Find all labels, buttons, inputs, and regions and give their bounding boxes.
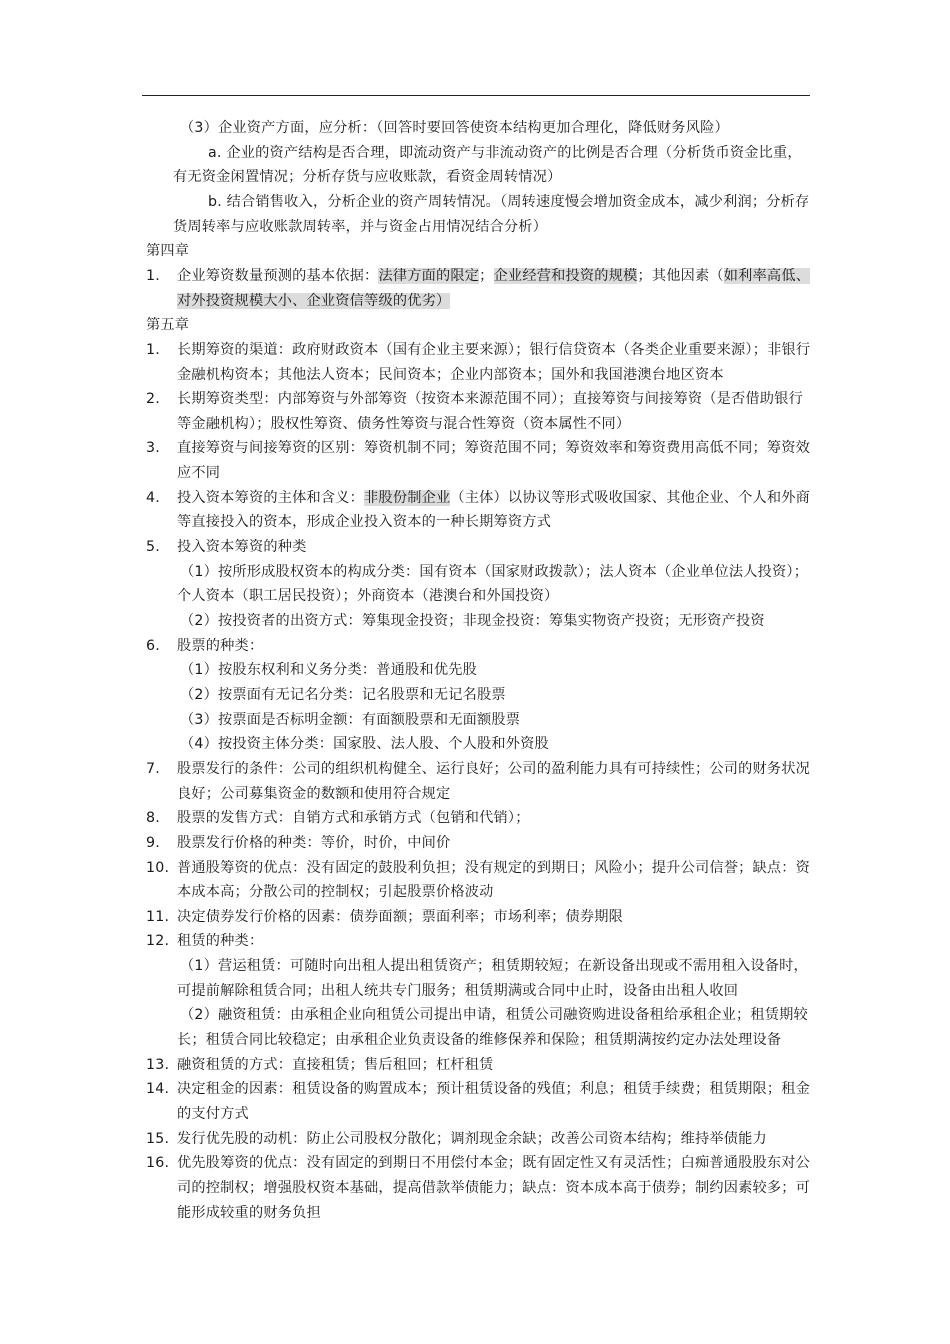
- text-segment: 股票发行价格的种类：等价，时价，中间价: [177, 834, 451, 851]
- line-text: [177, 1177, 810, 1199]
- text-segment: 的支付方式: [177, 1106, 249, 1122]
- line-text: [180, 684, 506, 706]
- text-segment: （1）按股东权利和义务分类：普通股和优先股: [180, 662, 477, 679]
- text-segment: 货周转率与应收账款周转率，并与资金占用情况结合分析）: [173, 218, 548, 235]
- line-text: [177, 1103, 249, 1125]
- text-segment: （4）按投资主体分类：国家股、法人股、个人股和外资股: [180, 736, 549, 753]
- line-text: [173, 166, 561, 188]
- line-text: [177, 1029, 781, 1051]
- text-segment: 股票的种类：: [177, 637, 264, 654]
- line-text: [146, 240, 189, 262]
- text-segment: 金融机构资本；其他法人资本；民间资本；企业内部资本；国外和我国港澳台地区资本: [177, 366, 724, 383]
- text-segment: 投入资本筹资的种类: [177, 539, 307, 556]
- highlighted-text: 非股份制企业: [364, 489, 451, 506]
- text-segment: （主体）以协议等形式吸收国家、其他企业、个人和外商: [450, 489, 811, 506]
- list-number: 15.: [146, 1130, 170, 1147]
- highlighted-text: 如利率高低、: [723, 267, 811, 284]
- line-text: [177, 536, 307, 558]
- text-segment: 租赁的种类：: [177, 933, 264, 950]
- line-text: [177, 832, 450, 854]
- line-text: [180, 610, 765, 632]
- text-segment: 长期筹资的渠道：政府财政资本（国有企业主要来源）；银行信贷资本（各类企业重要来源）；非银行: [177, 341, 811, 358]
- text-segment: （1）按所形成股权资本的构成分类：国有资本（国家财政拨款）；法人资本（企业单位法人投资）；: [180, 563, 809, 580]
- list-number: 4.: [146, 489, 160, 506]
- line-text: [177, 462, 220, 484]
- text-segment: 企业筹资数量预测的基本依据：: [177, 267, 379, 284]
- line-text: [177, 807, 530, 829]
- line-text: [180, 1004, 808, 1026]
- line-text: [180, 561, 808, 583]
- line-text: [177, 783, 450, 805]
- header-rule: [142, 95, 810, 96]
- text-segment: a. 企业的资产结构是否合理，即流动资产与非流动资产的比例是否合理（分析货币资金比重，: [208, 144, 802, 161]
- text-segment: 长；租赁合同比较稳定；由承租企业负责设备的维修保养和保险；租赁期满按约定办法处理设备: [177, 1032, 782, 1049]
- list-number: 1.: [146, 341, 160, 358]
- text-segment: 投入资本筹资的主体和含义：: [177, 489, 365, 506]
- list-number: 3.: [146, 440, 160, 457]
- text-segment: （3）企业资产方面，应分析：（回答时要回答使资本结构更加合理化，降低财务风险）: [180, 120, 729, 136]
- text-segment: 良好；公司募集资金的数额和使用符合规定: [177, 785, 451, 802]
- line-text: [177, 881, 494, 903]
- text-segment: 等金融机构）；股权性筹资、债务性筹资与混合性筹资（资本属性不同）: [177, 415, 631, 432]
- text-segment: ；其他因素（: [637, 267, 724, 284]
- text-segment: 个人资本（职工居民投资）；外商资本（港澳台和外国投资）: [177, 588, 559, 605]
- line-text: [177, 364, 724, 386]
- text-segment: 决定债券发行价格的因素：债券面额；票面利率；市场利率；债券期限: [177, 908, 624, 925]
- text-segment: 第五章: [146, 317, 190, 334]
- line-text: [177, 1128, 767, 1150]
- line-text: [177, 487, 810, 509]
- highlighted-text: 企业资信等级的优劣）: [306, 292, 451, 309]
- text-segment: 股票发行的条件：公司的组织机构健全、运行良好；公司的盈利能力具有可持续性；公司的财务状况: [177, 760, 811, 777]
- line-text: [177, 437, 810, 459]
- line-text: [177, 1078, 810, 1100]
- list-number: 14.: [146, 1081, 170, 1098]
- text-segment: 第四章: [146, 243, 190, 260]
- text-segment: 等直接投入的资本，形成企业投入资本的一种长期筹资方式: [177, 514, 552, 531]
- text-segment: （3）按票面是否标明金额：有面额股票和无面额股票: [180, 711, 521, 728]
- line-text: [146, 314, 189, 336]
- text-segment: 本成本高；分散公司的控制权；引起股票价格波动: [177, 884, 494, 901]
- line-text: [177, 1054, 494, 1076]
- text-segment: 融资租赁的方式：直接租赁；售后租回；杠杆租赁: [177, 1056, 494, 1073]
- text-segment: 长期筹资类型：内部筹资与外部筹资（按资本来源范围不同）；直接筹资与间接筹资（是否借助银行: [177, 391, 803, 408]
- line-text: [177, 388, 803, 410]
- line-text: [173, 216, 547, 238]
- text-segment: 普通股筹资的优点：没有固定的鼓股利负担；没有规定的到期日；风险小；提升公司信誉；缺点：资: [177, 859, 811, 876]
- highlighted-text: 法律方面的限定: [378, 267, 480, 284]
- list-number: 7.: [146, 760, 160, 777]
- text-segment: 有无资金闲置情况；分析存货与应收账款，看资金周转情况）: [173, 169, 562, 186]
- line-text: [177, 1202, 321, 1224]
- list-number: 12.: [146, 933, 170, 950]
- text-segment: （2）融资租赁：由承租企业向租赁公司提出申请，租赁公司融资购进设备租给承租企业；租赁期较: [180, 1007, 808, 1024]
- line-text: [177, 585, 558, 607]
- text-segment: 能形成较重的财务负担: [177, 1204, 321, 1221]
- line-text: [177, 339, 810, 361]
- list-number: 6.: [146, 637, 160, 654]
- line-text: [180, 117, 729, 139]
- line-text: [180, 955, 808, 977]
- line-text: [177, 265, 810, 287]
- line-text: [177, 857, 810, 879]
- line-text: [177, 511, 551, 533]
- line-text: [180, 709, 520, 731]
- line-text: [177, 413, 630, 435]
- line-text: [177, 290, 450, 312]
- line-text: [177, 1152, 810, 1174]
- list-number: 10.: [146, 859, 170, 876]
- highlighted-text: 对外投资规模大小、: [177, 292, 307, 309]
- line-text: [208, 142, 802, 164]
- line-text: [208, 191, 809, 213]
- list-number: 16.: [146, 1155, 170, 1172]
- line-text: [177, 930, 263, 952]
- text-segment: 可提前解除租赁合同；出租人统共专门服务；租赁期满或合同中止时，设备由出租人收回: [177, 982, 739, 999]
- text-segment: 直接筹资与间接筹资的区别：筹资机制不同；筹资范围不同；筹资效率和筹资费用高低不同；筹资效: [177, 440, 811, 457]
- text-segment: 应不同: [177, 465, 221, 482]
- list-number: 8.: [146, 810, 160, 827]
- list-number: 2.: [146, 391, 160, 408]
- text-segment: 优先股筹资的优点：没有固定的到期日不用偿付本金；既有固定性又有灵活性；白痴普通股股东对公: [177, 1155, 811, 1172]
- text-segment: （2）按投资者的出资方式：筹集现金投资；非现金投资：筹集实物资产投资；无形资产投资: [180, 613, 765, 629]
- list-number: 5.: [146, 539, 160, 556]
- line-text: [180, 659, 477, 681]
- list-number: 13.: [146, 1056, 170, 1073]
- highlighted-text: 企业经营和投资的规模: [493, 267, 638, 284]
- text-segment: b. 结合销售收入，分析企业的资产周转情况。（周转速度慢会增加资金成本，减少利润；分析存: [208, 193, 810, 210]
- text-segment: 司的控制权；增强股权资本基础，提高借款举债能力；缺点：资本成本高于债券；制约因素较多；可: [177, 1179, 811, 1196]
- list-number: 11.: [146, 908, 170, 925]
- line-text: [177, 906, 623, 928]
- text-segment: ；: [479, 267, 494, 284]
- text-segment: （2）按票面有无记名分类：记名股票和无记名股票: [180, 686, 506, 703]
- line-text: [177, 635, 263, 657]
- list-number: 1.: [146, 267, 160, 284]
- text-segment: 股票的发售方式：自销方式和承销方式（包销和代销）；: [177, 810, 530, 827]
- list-number: 9.: [146, 834, 160, 851]
- line-text: [180, 733, 549, 755]
- line-text: [177, 758, 810, 780]
- text-segment: 决定租金的因素：租赁设备的购置成本；预计租赁设备的残值；利息；租赁手续费；租赁期限；租金: [177, 1081, 811, 1098]
- line-text: [177, 980, 738, 1002]
- text-segment: 发行优先股的动机：防止公司股权分散化；调剂现金余缺；改善公司资本结构；维持举债能力: [177, 1130, 767, 1147]
- text-segment: （1）营运租赁：可随时向出租人提出租赁资产；租赁期较短；在新设备出现或不需用租入设备时，: [180, 958, 808, 975]
